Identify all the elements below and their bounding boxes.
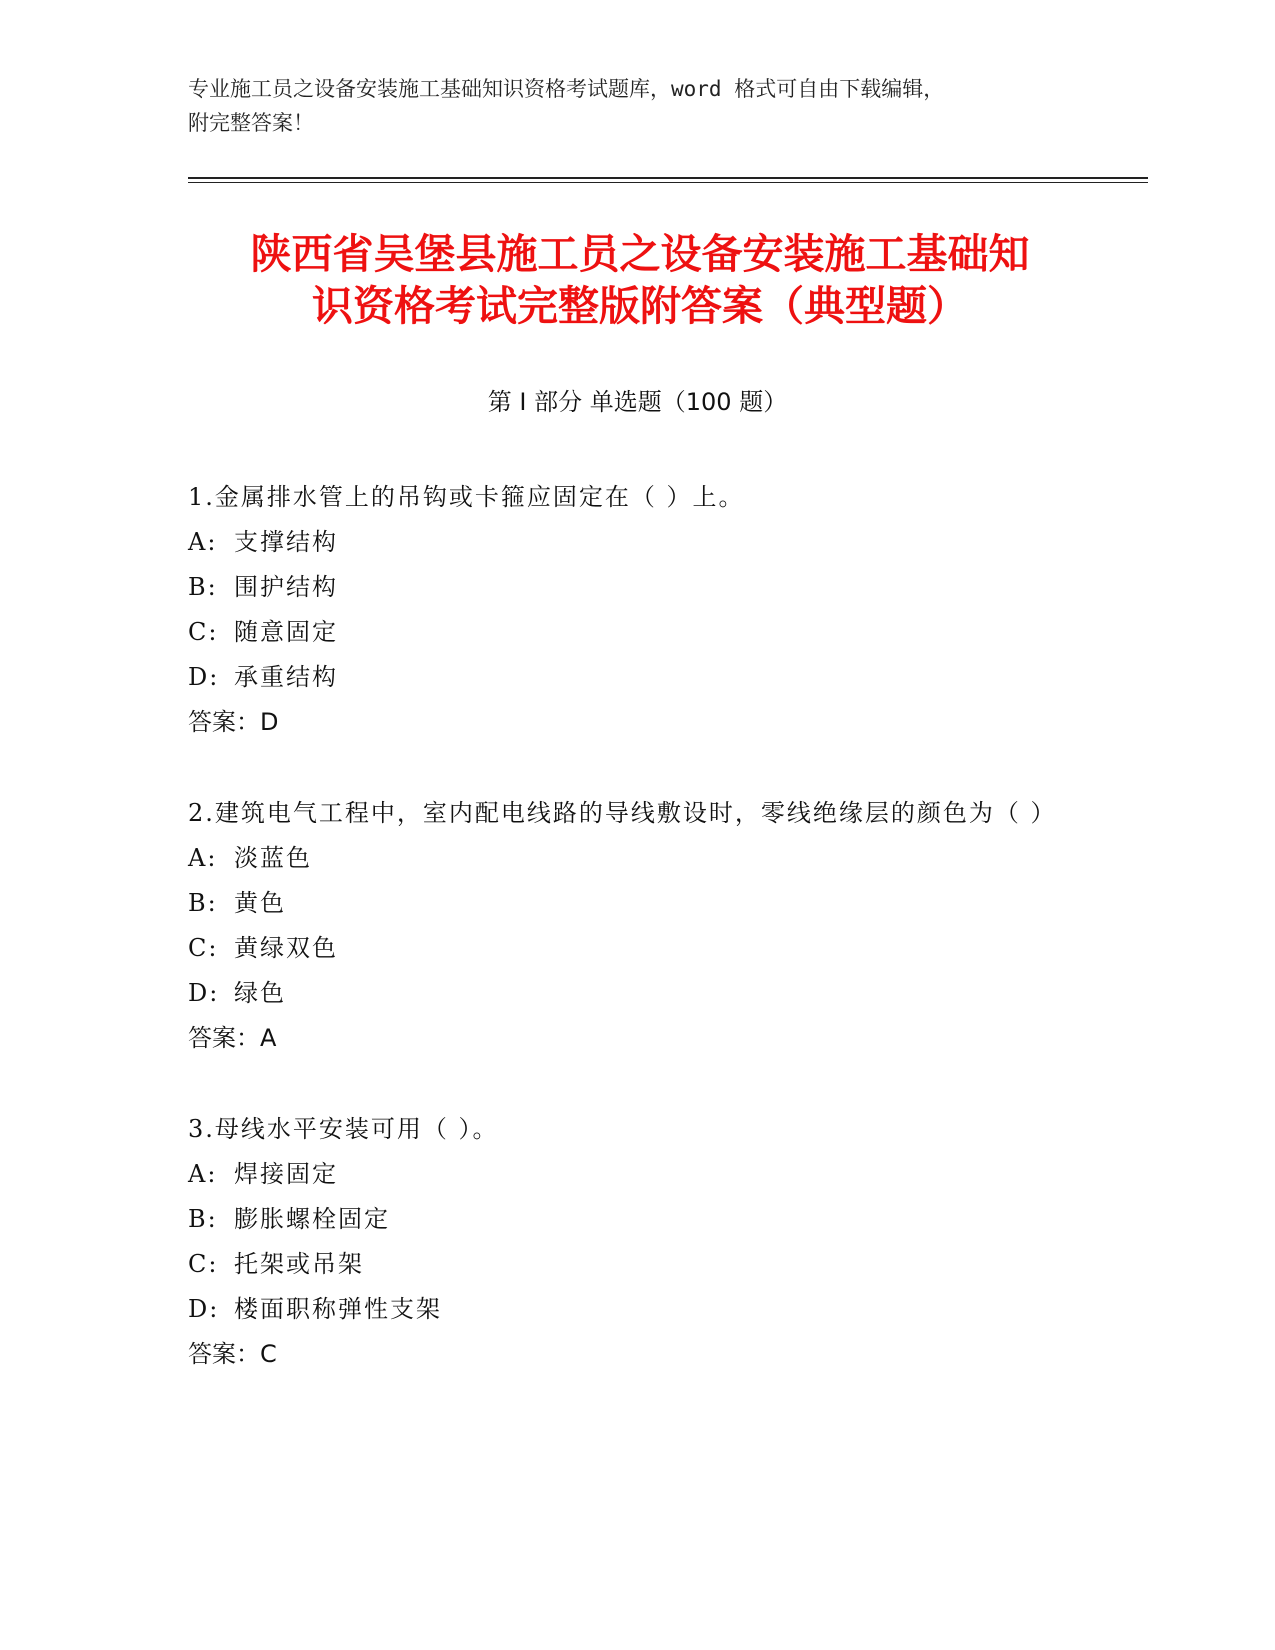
option-key: B: [188, 573, 218, 601]
option-key: C: [188, 1250, 219, 1278]
option-d [188, 971, 1068, 1016]
option-key: C: [188, 934, 219, 962]
option-key: D: [188, 663, 220, 691]
answer-line: 答案：A [188, 1024, 277, 1052]
option-c [188, 610, 1068, 655]
option-b [188, 565, 1068, 610]
header-note-line-2: 附完整答案！ [188, 111, 314, 135]
header-divider-thin [188, 182, 1148, 183]
option-b [188, 881, 1068, 926]
header-note [188, 72, 1068, 140]
option-c [188, 1242, 1068, 1287]
option-a [188, 520, 1068, 565]
option-key: C: [188, 618, 219, 646]
answer-line: 答案：D [188, 708, 279, 736]
question-stem: 2.建筑电气工程中，室内配电线路的导线敷设时，零线绝缘层的颜色为（ ） [188, 799, 1057, 827]
option-text: 楼面职称弹性支架 [234, 1295, 442, 1323]
option-text: 黄色 [234, 889, 286, 917]
question-3 [188, 1107, 1068, 1377]
option-a [188, 836, 1068, 881]
option-text: 随意固定 [234, 618, 338, 646]
question-stem: 3.母线水平安装可用（ ）。 [188, 1115, 499, 1143]
question-list [188, 475, 1068, 1423]
option-text: 膨胀螺栓固定 [234, 1205, 390, 1233]
section-heading: 第 I 部分 单选题（100 题） [487, 388, 788, 416]
option-text: 黄绿双色 [234, 934, 338, 962]
option-b [188, 1197, 1068, 1242]
option-text: 焊接固定 [234, 1160, 338, 1188]
option-c [188, 926, 1068, 971]
option-text: 绿色 [234, 979, 286, 1007]
document-title [150, 228, 1130, 332]
option-key: D: [188, 979, 220, 1007]
document-title-line-2: 识资格考试完整版附答案（典型题） [312, 282, 968, 330]
option-text: 托架或吊架 [234, 1250, 364, 1278]
option-key: D: [188, 1295, 220, 1323]
option-key: B: [188, 889, 218, 917]
question-2 [188, 791, 1068, 1061]
option-key: A: [188, 1160, 218, 1188]
option-key: B: [188, 1205, 218, 1233]
question-stem: 1.金属排水管上的吊钩或卡箍应固定在（ ）上。 [188, 483, 745, 511]
header-divider-thick [188, 177, 1148, 179]
option-text: 围护结构 [234, 573, 338, 601]
option-text: 支撑结构 [234, 528, 338, 556]
option-key: A: [188, 844, 218, 872]
option-key: A: [188, 528, 218, 556]
header-note-line-1: 专业施工员之设备安装施工基础知识资格考试题库，word 格式可自由下载编辑， [188, 77, 945, 101]
option-text: 淡蓝色 [234, 844, 312, 872]
answer-line: 答案：C [188, 1340, 277, 1368]
option-text: 承重结构 [234, 663, 338, 691]
option-d [188, 1287, 1068, 1332]
document-title-line-1: 陕西省吴堡县施工员之设备安装施工基础知 [250, 230, 1030, 278]
option-d [188, 655, 1068, 700]
question-1 [188, 475, 1068, 745]
option-a [188, 1152, 1068, 1197]
